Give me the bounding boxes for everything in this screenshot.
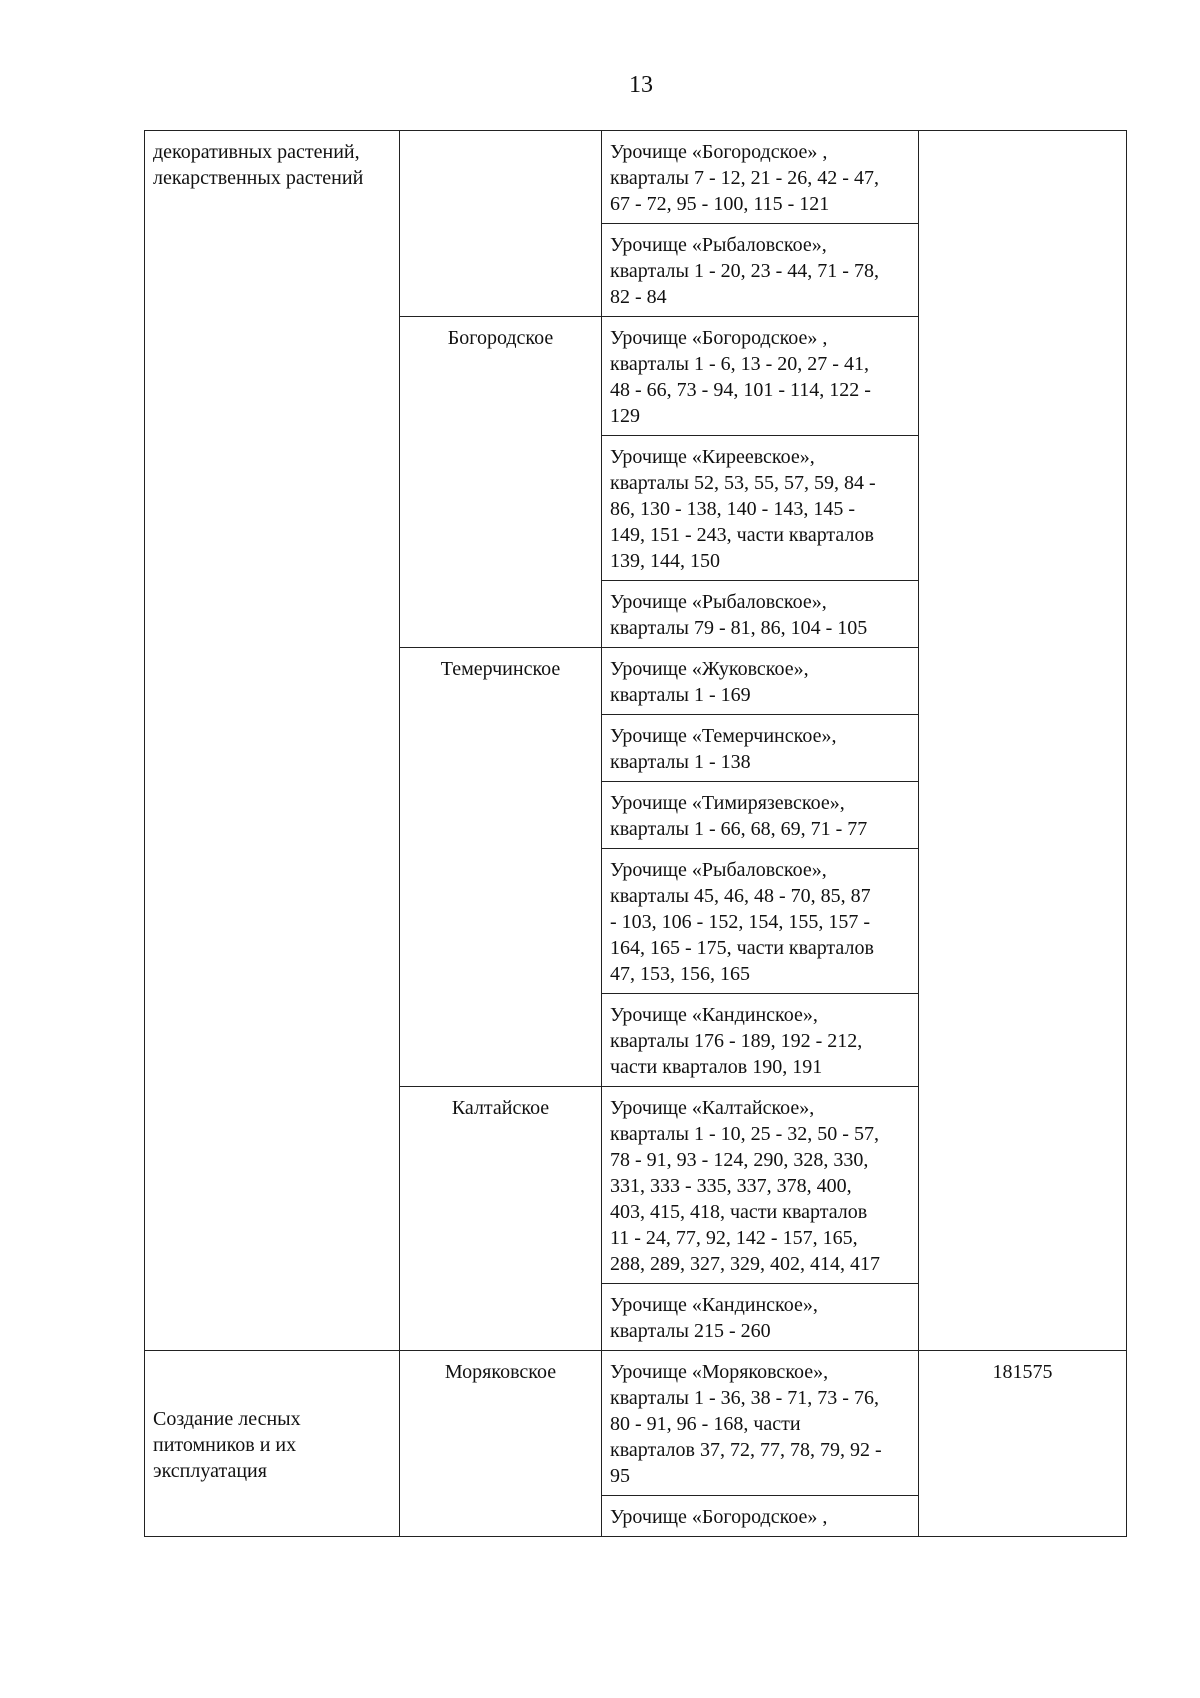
cell-line: 129 [610,405,640,427]
cell-line: 288, 289, 327, 329, 402, 414, 417 [610,1253,880,1275]
forestry-cell: Богородское [400,317,602,648]
table-row [145,1351,1127,1496]
cell-line: декоративных растений, [153,141,360,163]
forest-areas-table [144,130,1127,1537]
tract-cell [602,1496,919,1537]
cell-line: лекарственных растений [153,167,364,189]
cell-line: 82 - 84 [610,286,667,308]
cell-line: Урочище «Кандинское», [610,1294,818,1316]
tract-cell [602,715,919,782]
tract-cell [602,1284,919,1351]
cell-line: Урочище «Жуковское», [610,658,809,680]
cell-line: - 103, 106 - 152, 154, 155, 157 - [610,911,870,933]
cell-line: питомников и их [153,1433,297,1456]
cell-line: кварталы 215 - 260 [610,1320,771,1342]
cell-line: кварталы 45, 46, 48 - 70, 85, 87 [610,885,871,907]
tract-cell [602,648,919,715]
cell-line: 403, 415, 418, части кварталов [610,1201,868,1223]
cell-line: кварталы 176 - 189, 192 - 212, [610,1030,863,1052]
cell-line: Урочище «Рыбаловское», [610,859,827,881]
cell-line: кварталы 79 - 81, 86, 104 - 105 [610,617,868,639]
cell-line: кварталы 1 - 6, 13 - 20, 27 - 41, [610,353,869,375]
cell-line: кварталы 1 - 20, 23 - 44, 71 - 78, [610,260,879,282]
cell-line: Урочище «Богородское» , [610,141,828,163]
activity-cell [145,131,400,1351]
tract-cell [602,581,919,648]
cell-line: 48 - 66, 73 - 94, 101 - 114, 122 - [610,379,871,401]
tract-cell [602,782,919,849]
area-cell: 181575 [919,1351,1127,1537]
cell-line: Урочище «Калтайское», [610,1097,815,1119]
table-row [145,131,1127,224]
cell-line: кварталов 37, 72, 77, 78, 79, 92 - [610,1439,882,1461]
cell-line: Создание лесных [153,1407,301,1430]
cell-line: кварталы 1 - 138 [610,751,751,773]
cell-line: кварталы 1 - 66, 68, 69, 71 - 77 [610,818,868,840]
cell-line: кварталы 1 - 36, 38 - 71, 73 - 76, [610,1387,879,1409]
tract-cell [602,317,919,436]
cell-line: Урочище «Рыбаловское», [610,591,827,613]
cell-line: Урочище «Киреевское», [610,446,815,468]
cell-line: эксплуатация [153,1459,267,1482]
cell-line: 139, 144, 150 [610,550,720,572]
tract-cell [602,994,919,1087]
cell-line: Урочище «Моряковское», [610,1361,829,1383]
cell-line: Урочище «Тимирязевское», [610,792,845,814]
page-number: 13 [629,72,653,98]
cell-line: кварталы 1 - 169 [610,684,751,706]
cell-line: 164, 165 - 175, части кварталов [610,937,874,959]
cell-line: Урочище «Кандинское», [610,1004,818,1026]
activity-cell [145,1351,400,1537]
forestry-cell [400,131,602,317]
tract-cell [602,224,919,317]
cell-line: 95 [610,1465,630,1487]
cell-line: 80 - 91, 96 - 168, части [610,1413,801,1435]
cell-line: 11 - 24, 77, 92, 142 - 157, 165, [610,1227,858,1249]
forestry-cell: Темерчинское [400,648,602,1087]
tract-cell [602,436,919,581]
cell-line: Урочище «Рыбаловское», [610,234,827,256]
forestry-cell: Калтайское [400,1087,602,1351]
cell-line: Урочище «Богородское» , [610,1506,828,1528]
cell-line: 86, 130 - 138, 140 - 143, 145 - [610,498,855,520]
tract-cell [602,1351,919,1496]
cell-line: кварталы 52, 53, 55, 57, 59, 84 - [610,472,876,494]
tract-cell [602,1087,919,1284]
cell-line: 47, 153, 156, 165 [610,963,750,985]
cell-line: Урочище «Темерчинское», [610,725,837,747]
cell-line: 149, 151 - 243, части кварталов [610,524,874,546]
tract-cell [602,849,919,994]
cell-line: кварталы 7 - 12, 21 - 26, 42 - 47, [610,167,879,189]
cell-line: 78 - 91, 93 - 124, 290, 328, 330, [610,1149,869,1171]
cell-line: 331, 333 - 335, 337, 378, 400, [610,1175,852,1197]
cell-line: Урочище «Богородское» , [610,327,828,349]
cell-line: 67 - 72, 95 - 100, 115 - 121 [610,193,830,215]
tract-cell [602,131,919,224]
area-cell [919,131,1127,1351]
forestry-cell: Моряковское [400,1351,602,1537]
cell-line: части кварталов 190, 191 [610,1056,823,1078]
cell-line: кварталы 1 - 10, 25 - 32, 50 - 57, [610,1123,879,1145]
